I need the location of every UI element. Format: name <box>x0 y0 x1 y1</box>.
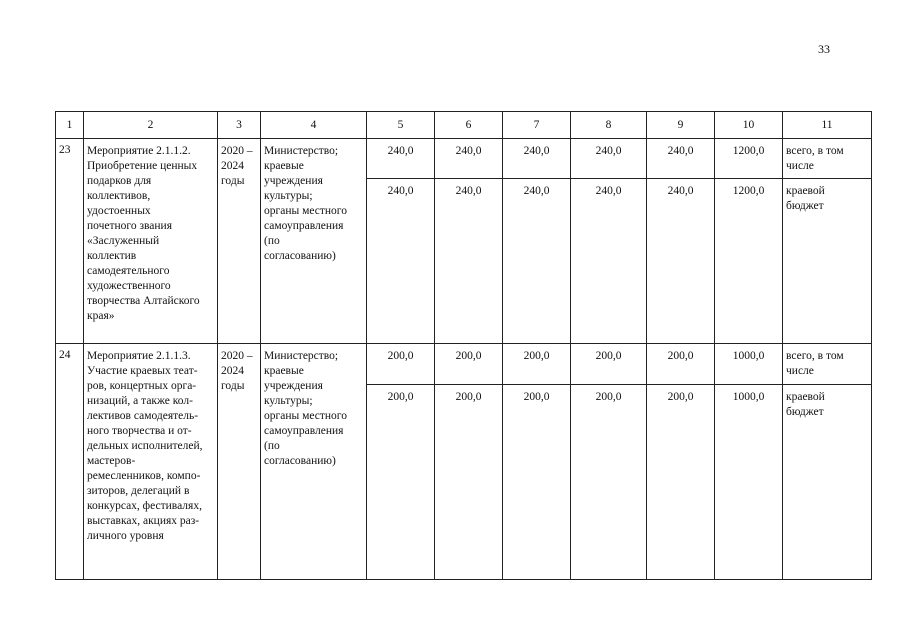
text-line <box>786 144 868 159</box>
text-line: Мероприятие 2.1.1.3. <box>87 350 191 363</box>
header-cell: 5 <box>367 112 435 139</box>
text-line: (по <box>264 235 280 247</box>
value-cell: 240,0 <box>647 139 715 179</box>
text-line: согласованию) <box>264 455 336 468</box>
text-line: краевые <box>264 365 304 378</box>
header-cell: 4 <box>261 112 367 139</box>
text-line: Министерство; <box>264 350 339 363</box>
value-cell: 200,0 <box>503 344 571 384</box>
value-cell: 240,0 <box>503 139 571 179</box>
text-line: дельных исполнителей, <box>87 440 203 453</box>
value-cell: 200,0 <box>435 384 503 579</box>
text-line: органы местного <box>264 205 347 217</box>
total-value-cell: 1200,0 <box>715 179 783 344</box>
text-line: органы местного <box>264 410 347 423</box>
value-cell: 200,0 <box>571 384 647 579</box>
measure-name <box>84 139 218 344</box>
executor <box>261 344 367 580</box>
text-line: 2020 – <box>221 350 253 363</box>
header-cell: 10 <box>715 112 783 139</box>
text-line: коллективов, <box>87 190 151 202</box>
text-line: самодеятельного <box>87 265 170 277</box>
value-cell: 200,0 <box>647 384 715 579</box>
header-row <box>56 112 872 139</box>
text-line: 2024 <box>221 160 244 172</box>
measure-name <box>84 344 218 580</box>
value-cell: 240,0 <box>647 179 715 344</box>
period <box>218 139 261 344</box>
text-line: Участие краевых теат- <box>87 365 198 378</box>
text-line: Министерство; <box>264 145 339 157</box>
header-cell: 7 <box>503 112 571 139</box>
header-cell: 6 <box>435 112 503 139</box>
value-cell: 200,0 <box>647 344 715 384</box>
text-line: удостоенных <box>87 205 151 217</box>
text-line: личного уровня <box>87 530 164 543</box>
text-line: культуры; <box>264 395 313 408</box>
text-line: всего, в том <box>786 350 844 363</box>
header-cell: 9 <box>647 112 715 139</box>
total-value-cell: 1200,0 <box>715 139 783 179</box>
text-line: бюджет <box>786 200 824 213</box>
total-value-cell: 1000,0 <box>715 344 783 384</box>
text-line: самоуправления <box>264 425 344 438</box>
value-cell: 240,0 <box>367 139 435 179</box>
text-line: художественного <box>87 280 171 292</box>
table-row <box>56 139 872 179</box>
funding-source <box>783 179 872 344</box>
text-line: бюджет <box>786 405 824 418</box>
text-line: ремесленников, компо- <box>87 470 201 483</box>
header-cell: 11 <box>783 112 872 139</box>
text-line: 2020 – <box>221 145 253 157</box>
text-line: культуры; <box>264 190 313 202</box>
text-line: почетного звания <box>87 220 173 232</box>
text-line: (по <box>264 440 280 453</box>
executor <box>261 139 367 344</box>
text-line: краевой <box>786 390 825 403</box>
text-line: числе <box>786 160 814 172</box>
text-line: творчества Алтайского <box>87 295 200 307</box>
value-cell: 240,0 <box>435 179 503 344</box>
value-cell: 200,0 <box>367 344 435 384</box>
text-line: выставках, акциях раз- <box>87 515 200 528</box>
text-line: годы <box>221 175 245 187</box>
text-line: всего, в том <box>786 145 844 157</box>
header-cell: 1 <box>56 112 84 139</box>
text-line: учреждения <box>264 175 323 187</box>
text-line: самоуправления <box>264 220 344 232</box>
header-cell: 8 <box>571 112 647 139</box>
text-line: ров, концертных орга- <box>87 380 197 393</box>
value-cell: 240,0 <box>367 179 435 344</box>
text-line: числе <box>786 365 814 378</box>
text-line: ного творчества и от- <box>87 425 192 438</box>
row-number: 24 <box>56 344 84 580</box>
total-value-cell: 1000,0 <box>715 384 783 579</box>
text-line: Приобретение ценных <box>87 160 198 172</box>
text-line: краевой <box>786 185 825 198</box>
funding-source <box>783 139 872 179</box>
text-line <box>786 349 868 364</box>
text-line: лективов самодеятель- <box>87 410 199 423</box>
text-line: края» <box>87 310 115 322</box>
text-line: конкурсах, фестивалях, <box>87 500 202 513</box>
value-cell: 240,0 <box>571 179 647 344</box>
page-number: 33 <box>818 42 830 56</box>
period <box>218 344 261 580</box>
header-cell: 2 <box>84 112 218 139</box>
text-line: зиторов, делегаций в <box>87 485 190 498</box>
funding-source <box>783 384 872 579</box>
value-cell: 200,0 <box>435 344 503 384</box>
row-number: 23 <box>56 139 84 344</box>
table-row <box>56 344 872 384</box>
text-line: согласованию) <box>264 250 336 262</box>
value-cell: 240,0 <box>503 179 571 344</box>
text-line: 2024 <box>221 365 244 378</box>
text-line: краевые <box>264 160 304 172</box>
value-cell: 200,0 <box>503 384 571 579</box>
value-cell: 200,0 <box>571 344 647 384</box>
text-line: учреждения <box>264 380 323 393</box>
funding-source <box>783 344 872 384</box>
program-table <box>55 111 872 580</box>
text-line: коллектив <box>87 250 137 262</box>
text-line: годы <box>221 380 245 393</box>
value-cell: 240,0 <box>571 139 647 179</box>
value-cell: 240,0 <box>435 139 503 179</box>
text-line: Мероприятие 2.1.1.2. <box>87 145 191 157</box>
text-line: низаций, а также кол- <box>87 395 193 408</box>
text-line: «Заслуженный <box>87 235 160 247</box>
text-line: мастеров- <box>87 455 136 468</box>
header-cell: 3 <box>218 112 261 139</box>
value-cell: 200,0 <box>367 384 435 579</box>
text-line: подарков для <box>87 175 152 187</box>
